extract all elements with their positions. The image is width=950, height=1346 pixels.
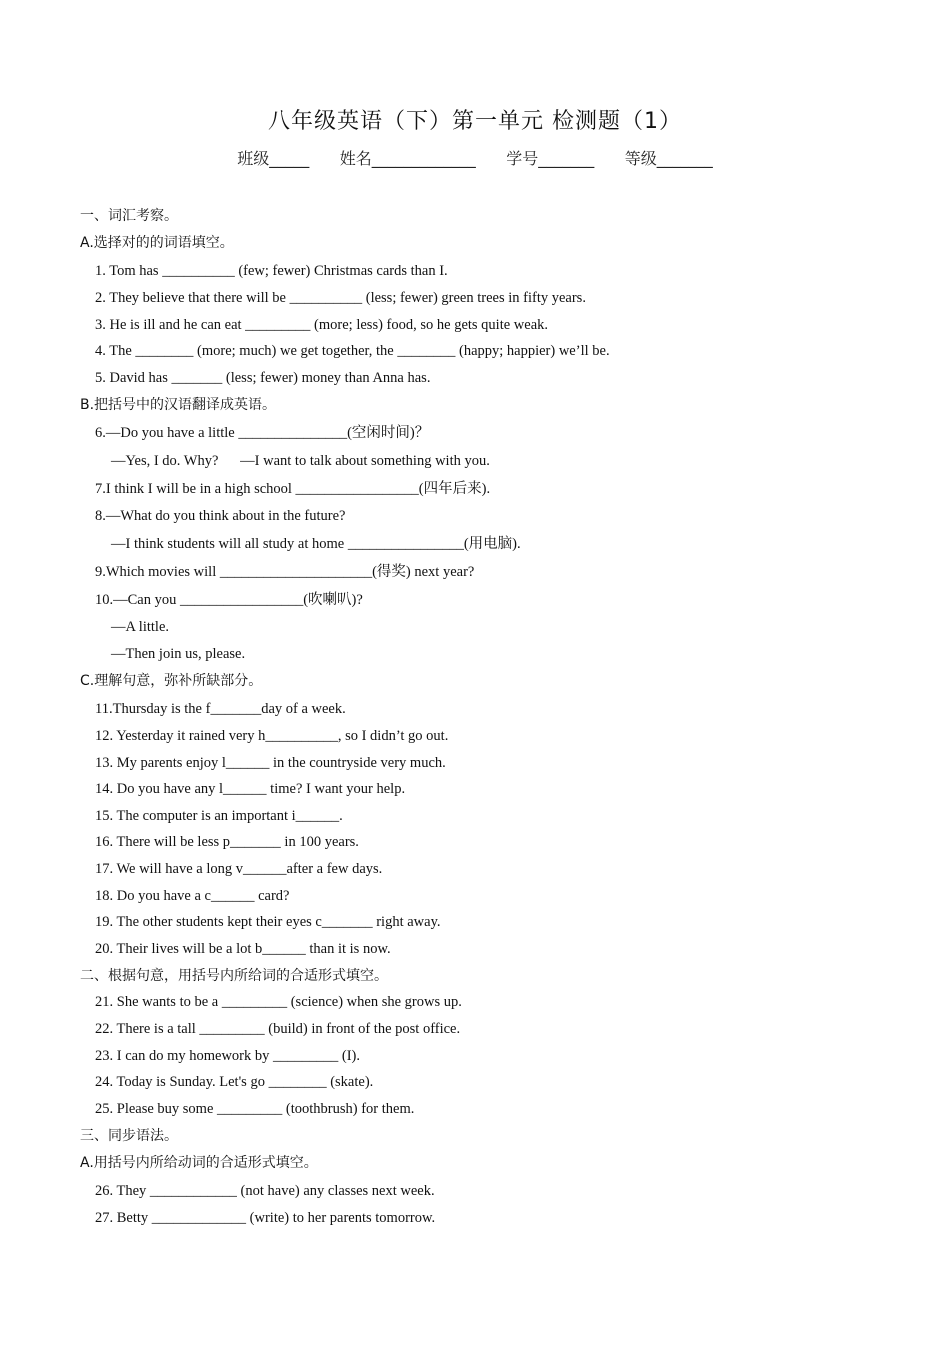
subsection-heading: A.选择对的的词语填空。 xyxy=(80,235,234,251)
page-title: 八年级英语（下）第一单元 检测题（1） xyxy=(268,109,682,134)
subsection-heading: C.理解句意，弥补所缺部分。 xyxy=(80,673,263,689)
question-line: 20. Their lives will be a lot b______ than it is now. xyxy=(95,941,391,957)
question-line: 18. Do you have a c______ card? xyxy=(95,888,290,904)
question-line: 26. They ____________ (not have) any classes next week. xyxy=(95,1183,435,1199)
question-line: —Yes, I do. Why? —I want to talk about something with you. xyxy=(111,453,490,469)
section-heading: 二、根据句意，用括号内所给词的合适形式填空。 xyxy=(80,968,388,984)
question-line: 15. The computer is an important i______. xyxy=(95,808,343,824)
section-heading: 三、同步语法。 xyxy=(80,1128,178,1144)
question-line: 27. Betty _____________ (write) to her parents tomorrow. xyxy=(95,1210,436,1226)
question-line: 16. There will be less p_______ in 100 years. xyxy=(95,834,359,850)
question-line: 2. They believe that there will be __________ (less; fewer) green trees in fifty years. xyxy=(95,290,586,306)
question-line: 21. She wants to be a _________ (science) when she grows up. xyxy=(95,994,462,1010)
student-info-line: 班级_____ 姓名_____________ 学号_______ 等级_______ xyxy=(237,149,713,168)
question-line: —I think students will all study at home ________________(用电脑). xyxy=(111,536,521,552)
question-line: 13. My parents enjoy l______ in the countryside very much. xyxy=(95,755,446,771)
question-line: 23. I can do my homework by _________ (I). xyxy=(95,1048,360,1064)
question-line: 11.Thursday is the f_______day of a week. xyxy=(95,701,346,717)
question-line: 5. David has _______ (less; fewer) money than Anna has. xyxy=(95,370,431,386)
question-line: 17. We will have a long v______after a few days. xyxy=(95,861,383,877)
subsection-heading: B.把括号中的汉语翻译成英语。 xyxy=(80,397,277,413)
question-line: —Then join us, please. xyxy=(111,646,246,662)
question-line: 8.—What do you think about in the future? xyxy=(95,508,346,524)
subsection-heading: A.用括号内所给动词的合适形式填空。 xyxy=(80,1155,318,1171)
question-line: 9.Which movies will _____________________(得奖) next year? xyxy=(95,564,475,580)
question-line: 3. He is ill and he can eat _________ (more; less) food, so he gets quite weak. xyxy=(95,317,549,333)
question-line: 10.—Can you _________________(吹喇叭)? xyxy=(95,592,363,608)
question-line: 19. The other students kept their eyes c_______ right away. xyxy=(95,914,441,930)
section-heading: 一、词汇考察。 xyxy=(80,208,178,224)
question-line: —A little. xyxy=(111,619,169,635)
question-line: 14. Do you have any l______ time? I want your help. xyxy=(95,781,406,797)
question-line: 6.—Do you have a little _______________(空闲时间)？ xyxy=(95,425,430,441)
question-line: 7.I think I will be in a high school _________________(四年后来). xyxy=(95,481,491,497)
question-line: 12. Yesterday it rained very h__________, so I didn’t go out. xyxy=(95,728,449,744)
question-line: 1. Tom has __________ (few; fewer) Christmas cards than I. xyxy=(95,263,448,279)
question-line: 24. Today is Sunday. Let's go ________ (skate). xyxy=(95,1074,374,1090)
question-line: 25. Please buy some _________ (toothbrush) for them. xyxy=(95,1101,415,1117)
question-line: 22. There is a tall _________ (build) in front of the post office. xyxy=(95,1021,461,1037)
question-line: 4. The ________ (more; much) we get together, the ________ (happy; happier) we’ll be. xyxy=(95,343,610,359)
